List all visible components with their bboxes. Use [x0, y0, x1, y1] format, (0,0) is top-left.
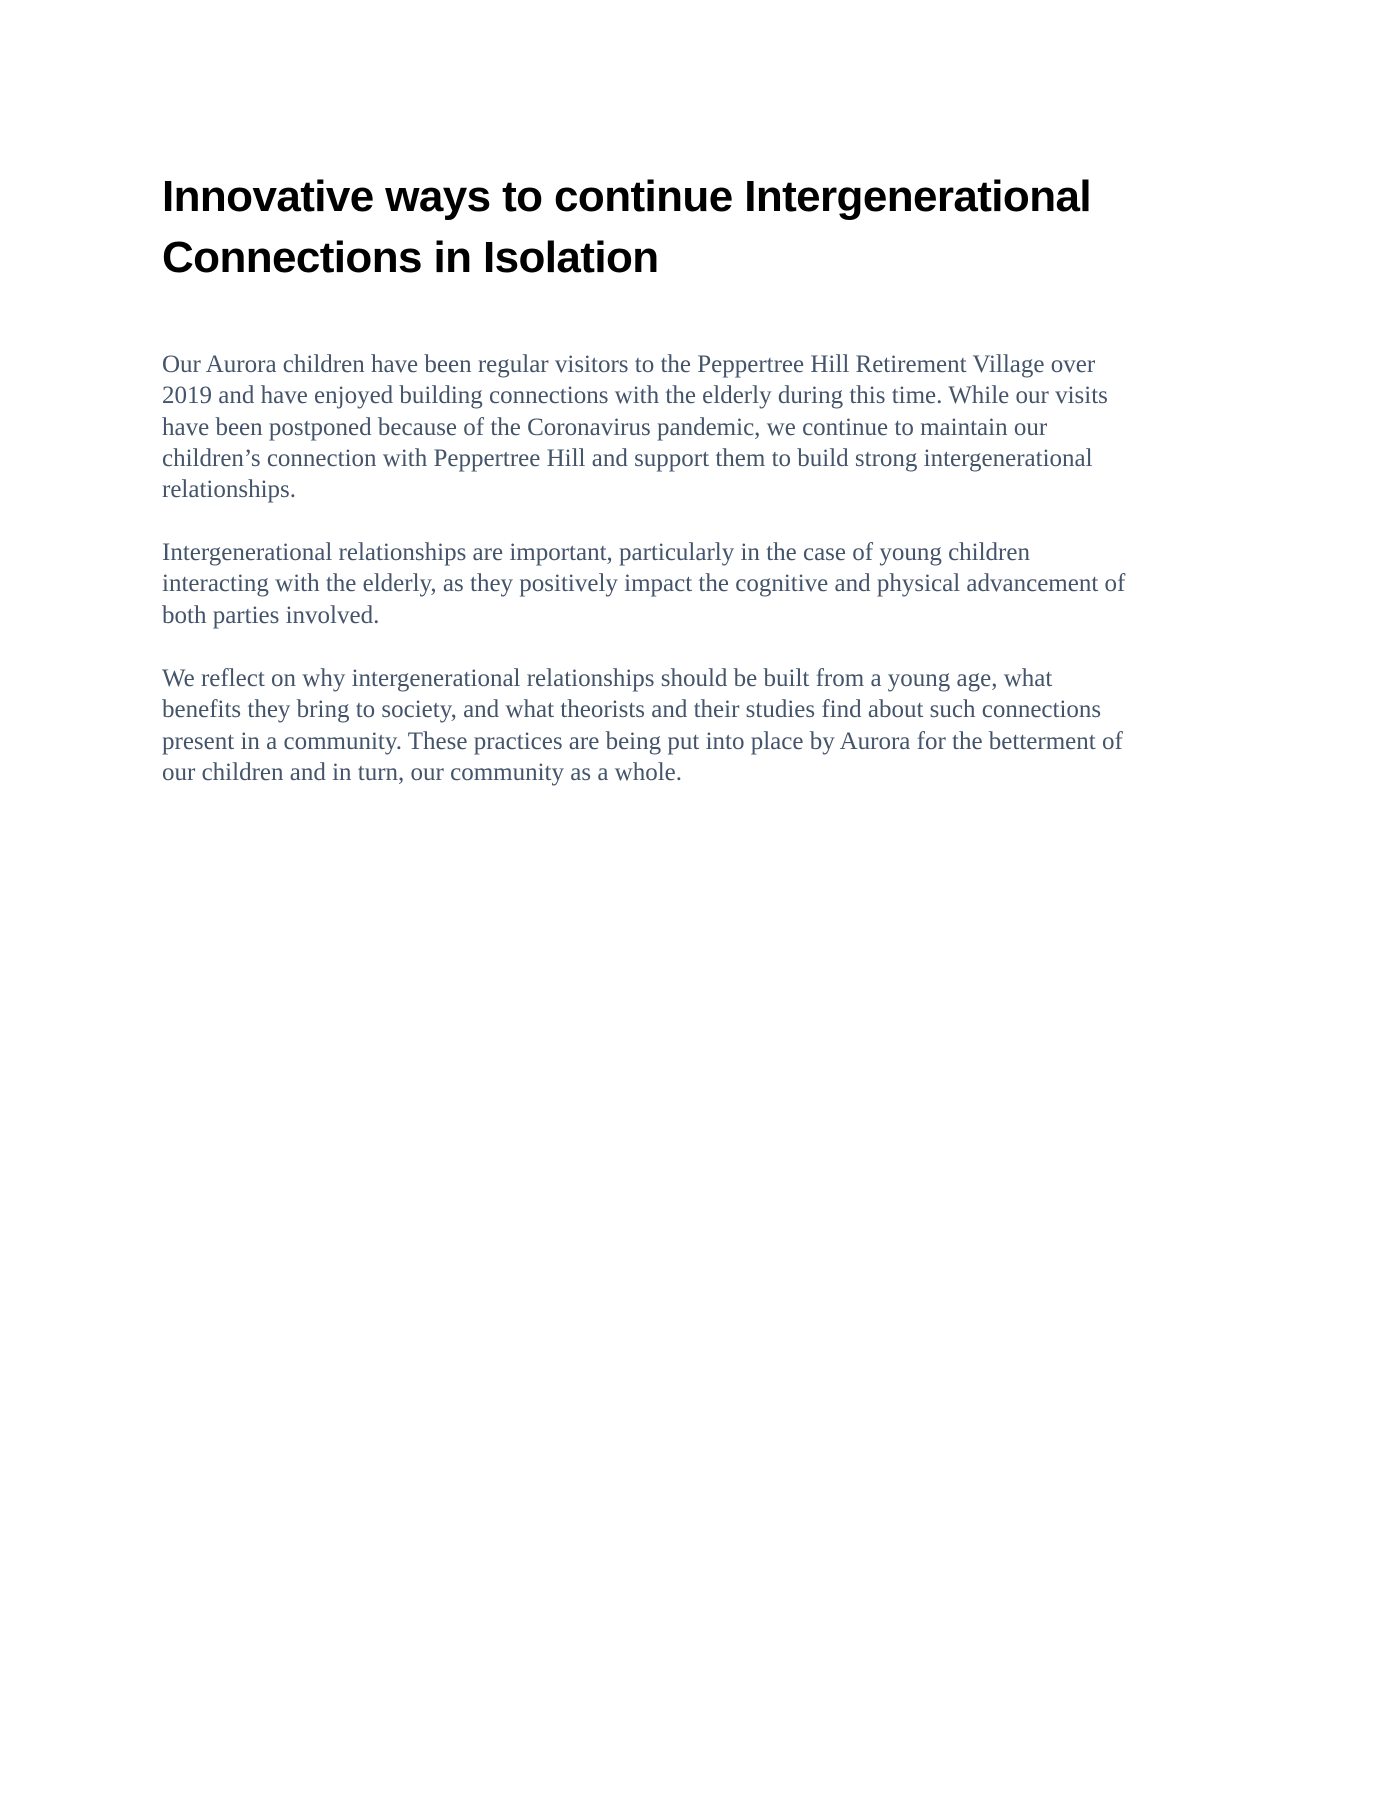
paragraph-line: present in a community. These practices are being put into place by Aurora for the betterment of: [162, 727, 1123, 755]
title-line-2: Connections in Isolation: [162, 233, 659, 282]
paragraph-intro: [162, 349, 1108, 505]
paragraph-line: Intergenerational relationships are important, particularly in the case of young children: [162, 539, 1030, 566]
paragraph-reflection: [162, 663, 1123, 788]
paragraph-line: our children and in turn, our community as a whole.: [162, 758, 683, 786]
paragraph-line: have been postponed because of the Coronavirus pandemic, we continue to maintain our: [162, 413, 1048, 441]
paragraph-line: both parties involved.: [162, 601, 380, 629]
paragraph-line: Our Aurora children have been regular visitors to the Peppertree Hill Retirement Village over: [162, 351, 1096, 378]
paragraph-line: benefits they bring to society, and what theorists and their studies find about such connections: [162, 696, 1102, 724]
title-line-1: Innovative ways to continue Intergenerational: [162, 172, 1091, 221]
paragraph-importance: [162, 537, 1125, 631]
document-title: [162, 166, 1162, 288]
paragraph-line: relationships.: [162, 476, 297, 504]
paragraph-line: children’s connection with Peppertree Hill and support them to build strong intergenerational: [162, 444, 1093, 472]
paragraph-line: We reflect on why intergenerational relationships should be built from a young age, what: [162, 665, 1053, 692]
paragraph-line: interacting with the elderly, as they positively impact the cognitive and physical advancement of: [162, 570, 1126, 598]
paragraph-line: 2019 and have enjoyed building connections with the elderly during this time. While our visits: [162, 382, 1108, 410]
